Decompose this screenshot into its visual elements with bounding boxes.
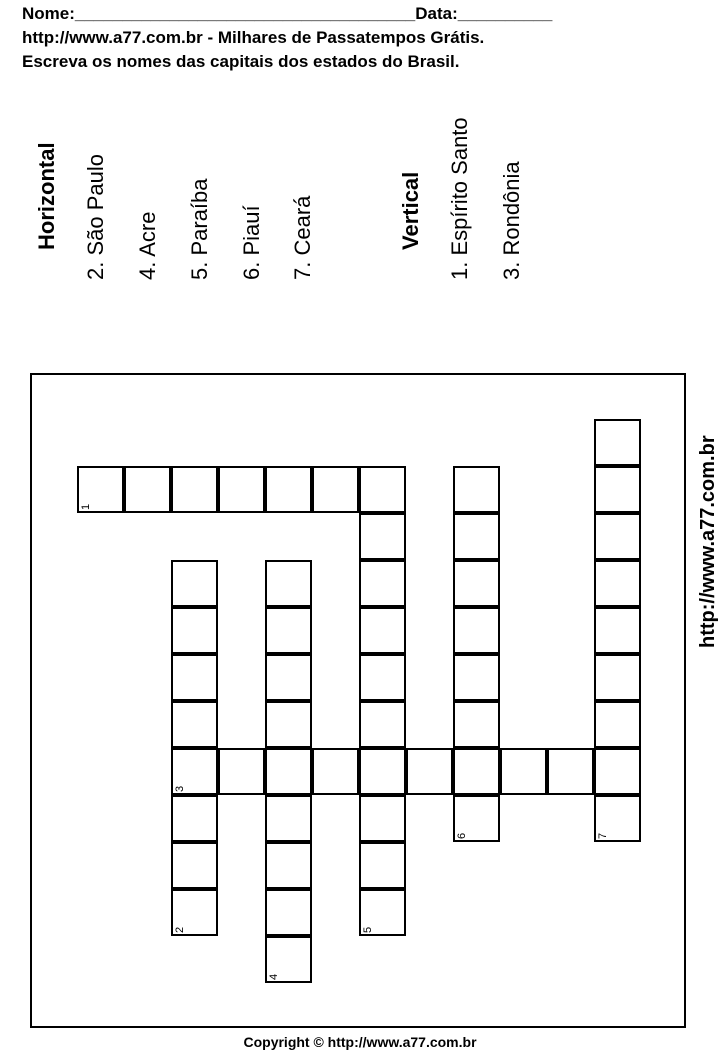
clue-number: 3 [174,785,186,792]
grid-cell[interactable] [124,466,171,513]
grid-cell[interactable] [359,889,406,936]
grid-cell[interactable] [359,466,406,513]
grid-cell[interactable] [171,748,218,795]
grid-cell[interactable] [312,466,359,513]
clue-horizontal-3: 5. Paraíba [187,178,212,280]
grid-cell[interactable] [359,607,406,654]
grid-cell[interactable] [265,466,312,513]
grid-cell[interactable] [265,607,312,654]
grid-cell[interactable] [265,701,312,748]
grid-cell[interactable] [218,748,265,795]
grid-cell[interactable] [453,748,500,795]
vertical-title: Vertical [398,171,423,250]
grid-cell[interactable] [265,889,312,936]
grid-cell[interactable] [265,936,312,983]
grid-cell[interactable] [359,748,406,795]
clue-number: 1 [80,503,92,510]
grid-cell[interactable] [359,842,406,889]
grid-cell[interactable] [359,560,406,607]
grid-cell[interactable] [359,701,406,748]
clue-number: 6 [456,832,468,839]
grid-cell[interactable] [453,560,500,607]
instruction-line: Escreva os nomes das capitais dos estados do Brasil. [22,52,460,71]
grid-cell[interactable] [594,560,641,607]
clue-number: 4 [268,973,280,980]
grid-cell[interactable] [453,795,500,842]
grid-cell[interactable] [171,889,218,936]
grid-cell[interactable] [171,560,218,607]
clue-vertical-1: 1. Espírito Santo [447,117,472,280]
clue-horizontal-4: 6. Piauí [239,205,264,280]
grid-cell[interactable] [594,513,641,560]
clue-number: 2 [174,926,186,933]
clue-horizontal-2: 4. Acre [135,211,160,280]
grid-cell[interactable] [594,748,641,795]
grid-cell[interactable] [265,748,312,795]
grid-cell[interactable] [594,654,641,701]
grid-cell[interactable] [265,795,312,842]
name-date-line: Nome:____________________________________Data:__________ [22,4,553,23]
grid-cell[interactable] [77,466,124,513]
horizontal-title: Horizontal [34,142,59,250]
grid-cell[interactable] [594,795,641,842]
grid-cell[interactable] [359,654,406,701]
grid-cell[interactable] [265,654,312,701]
clue-horizontal-1: 2. São Paulo [83,154,108,280]
clue-vertical-2: 3. Rondônia [499,161,524,280]
grid-cell[interactable] [265,560,312,607]
grid-cell[interactable] [171,701,218,748]
clue-number: 5 [362,926,374,933]
grid-cell[interactable] [171,795,218,842]
grid-cell[interactable] [171,654,218,701]
grid-cell[interactable] [171,842,218,889]
grid-cell[interactable] [453,607,500,654]
grid-cell[interactable] [218,466,265,513]
grid-cell[interactable] [265,842,312,889]
clue-horizontal-5: 7. Ceará [290,195,315,280]
grid-cell[interactable] [359,513,406,560]
grid-cell[interactable] [453,513,500,560]
grid-cell[interactable] [547,748,594,795]
grid-cell[interactable] [406,748,453,795]
grid-cell[interactable] [594,419,641,466]
copyright-footer: Copyright © http://www.a77.com.br [243,1034,477,1050]
grid-cell[interactable] [359,795,406,842]
grid-cell[interactable] [453,701,500,748]
grid-cell[interactable] [453,654,500,701]
grid-cell[interactable] [171,607,218,654]
side-url: http://www.a77.com.br [697,435,719,648]
grid-cell[interactable] [171,466,218,513]
grid-cell[interactable] [594,701,641,748]
grid-cell[interactable] [594,466,641,513]
grid-cell[interactable] [453,466,500,513]
grid-cell[interactable] [312,748,359,795]
grid-cell[interactable] [500,748,547,795]
site-line: http://www.a77.com.br - Milhares de Passatempos Grátis. [22,28,485,47]
clue-number: 7 [597,832,609,839]
grid-cell[interactable] [594,607,641,654]
